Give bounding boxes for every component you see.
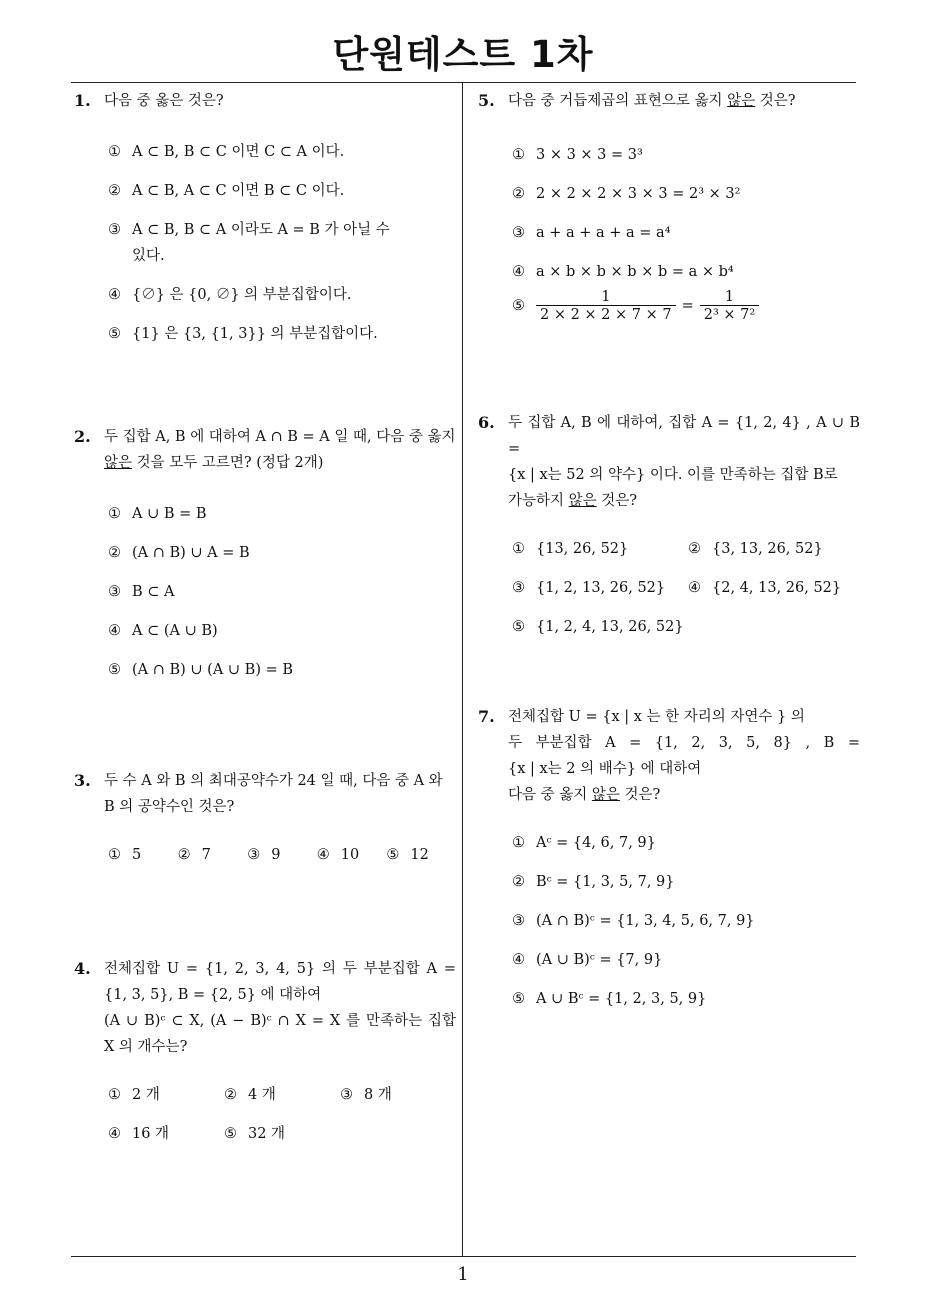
option-1[interactable]: ① 5 [108, 847, 142, 863]
option-4[interactable]: ④ a × b × b × b × b = a × b⁴ [512, 264, 734, 280]
question-text: 두 수 A 와 B 의 최대공약수가 24 일 때, 다음 중 A 와 B 의 공약수인 것은? [104, 773, 443, 815]
question-text: 다음 중 거듭제곱의 표현으로 옳지 않은 것은? [508, 93, 796, 109]
column-divider [462, 82, 463, 1257]
question-number: 2. [74, 427, 91, 446]
question-number: 4. [74, 959, 91, 978]
option-3[interactable]: ③ (A ∩ B)ᶜ = {1, 3, 4, 5, 6, 7, 9} [512, 913, 755, 929]
question-text: 두 집합 A, B 에 대하여 A ∩ B = A 일 때, 다음 중 옳지 않은 것을 모두 고르면? (정답 2개) [104, 429, 456, 471]
page-title: 단원테스트 1차 [332, 33, 594, 76]
page-number: 1 [457, 1264, 469, 1285]
option-5[interactable]: ⑤ A ∪ Bᶜ = {1, 2, 3, 5, 9} [512, 991, 707, 1007]
option-3[interactable]: ③ a + a + a + a = a⁴ [512, 225, 671, 241]
question-1 [74, 88, 456, 360]
option-4[interactable]: ④ 16 개 [108, 1126, 170, 1142]
question-6 [478, 410, 860, 640]
option-3[interactable]: ③ 9 [247, 847, 281, 863]
question-number: 1. [74, 91, 91, 110]
option-2[interactable]: ② 2 × 2 × 2 × 3 × 3 = 2³ × 3² [512, 186, 741, 202]
option-1[interactable]: ① A ⊂ B, B ⊂ C 이면 C ⊂ A 이다. [108, 144, 345, 160]
option-4[interactable]: ④ (A ∪ B)ᶜ = {7, 9} [512, 952, 663, 968]
option-4[interactable]: ④ {∅} 은 {0, ∅} 의 부분집합이다. [108, 287, 352, 303]
option-3[interactable]: ③ B ⊂ A [108, 584, 175, 600]
option-2[interactable]: ② (A ∩ B) ∪ A = B [108, 545, 250, 561]
option-5[interactable]: ⑤ 12 [386, 847, 429, 863]
option-2[interactable]: ② Bᶜ = {1, 3, 5, 7, 9} [512, 874, 675, 890]
question-number: 3. [74, 771, 91, 790]
question-3 [74, 768, 456, 881]
question-text: 전체집합 U = {1, 2, 3, 4, 5} 의 두 부분집합 A = {1, 3, 5}, B = {2, 5} 에 대하여 (A ∪ B)ᶜ ⊂ X, (A − B)ᶜ ∩ X = X 를 만족하는 집합 X 의 개수는? [104, 961, 456, 1055]
option-5[interactable]: ⑤ {1, 2, 4, 13, 26, 52} [512, 619, 684, 635]
bottom-rule [71, 1256, 856, 1257]
question-5 [478, 88, 860, 336]
question-text: 전체집합 U = {x | x 는 한 자리의 자연수 } 의 두 부분집합 A = {1, 2, 3, 5, 8} , B = {x | x는 2 의 배수} 에 대하여 다음 중 옳지 않은 것은? [508, 709, 860, 803]
option-3[interactable]: ③ {1, 2, 13, 26, 52} [512, 580, 666, 596]
option-2[interactable]: ② 4 개 [224, 1087, 276, 1103]
option-3[interactable]: ③ A ⊂ B, B ⊂ A 이라도 A = B 가 아닐 수 있다. [108, 222, 390, 264]
fraction-right: $\frac{1}{\text{2³ × 7²}}$ [700, 289, 759, 323]
option-2[interactable]: ② {3, 13, 26, 52} [688, 541, 823, 557]
option-5[interactable]: ⑤ {1} 은 {3, {1, 3}} 의 부분집합이다. [108, 326, 378, 342]
question-2 [74, 424, 456, 696]
question-7 [478, 704, 860, 1025]
question-4 [74, 956, 456, 1147]
option-5[interactable]: ⑤ (A ∩ B) ∪ (A ∪ B) = B [108, 662, 294, 678]
question-number: 6. [478, 413, 495, 432]
option-4[interactable]: ④ {2, 4, 13, 26, 52} [688, 580, 842, 596]
fraction-left: $\frac{1}{2 \times 2 \times 2 \times 7 \times 7}$ [536, 289, 676, 323]
question-text: 다음 중 옳은 것은? [104, 93, 224, 109]
option-1[interactable]: ① A ∪ B = B [108, 506, 207, 522]
option-2[interactable]: ② A ⊂ B, A ⊂ C 이면 B ⊂ C 이다. [108, 183, 345, 199]
option-5[interactable]: ⑤ $\frac{1}{2 \times 2 \times 2 \times 7 \times 7}$ = $\frac{1}{\text{2³ × 7²}}$ [512, 289, 860, 323]
top-rule [71, 82, 856, 83]
option-1[interactable]: ① {13, 26, 52} [512, 541, 629, 557]
question-number: 7. [478, 707, 495, 726]
option-1[interactable]: ① 2 개 [108, 1087, 160, 1103]
question-text: 두 집합 A, B 에 대하여, 집합 A = {1, 2, 4} , A ∪ B = {x | x는 52 의 약수} 이다. 이를 만족하는 집합 B로 가능하지 않은 것은? [508, 415, 860, 509]
option-1[interactable]: ① 3 × 3 × 3 = 3³ [512, 147, 643, 163]
option-1[interactable]: ① Aᶜ = {4, 6, 7, 9} [512, 835, 656, 851]
question-number: 5. [478, 91, 495, 110]
option-4[interactable]: ④ A ⊂ (A ∪ B) [108, 623, 218, 639]
option-5[interactable]: ⑤ 32 개 [224, 1126, 286, 1142]
option-2[interactable]: ② 7 [177, 847, 211, 863]
option-3[interactable]: ③ 8 개 [340, 1087, 392, 1103]
option-4[interactable]: ④ 10 [316, 847, 360, 863]
